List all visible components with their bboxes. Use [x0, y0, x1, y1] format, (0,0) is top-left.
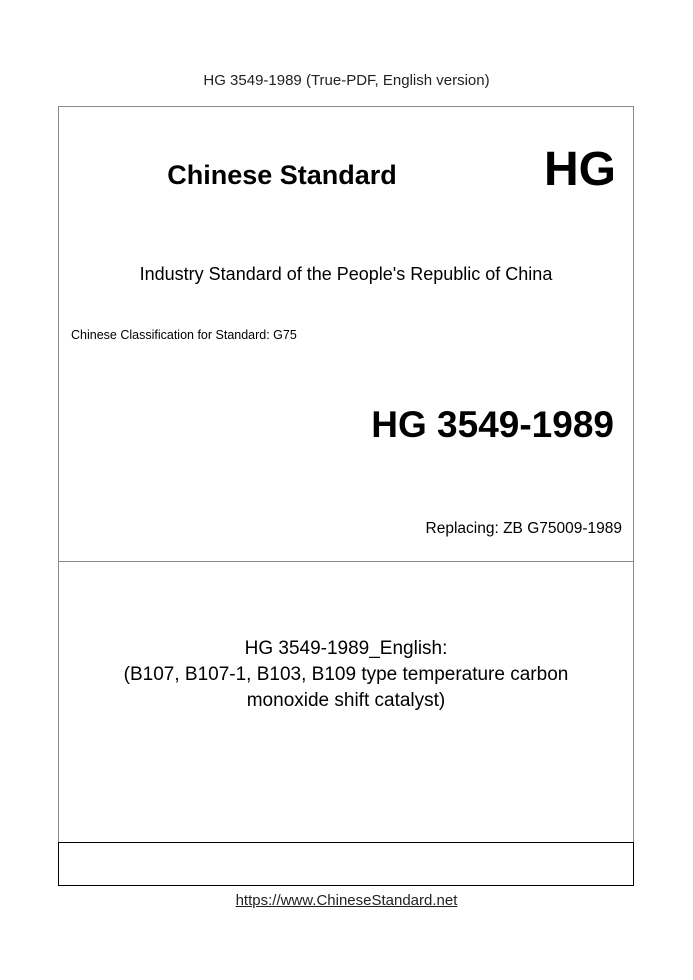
classification-line: Chinese Classification for Standard: G75: [71, 328, 297, 342]
description-line: (B107, B107-1, B103, B109 type temperature carbon: [123, 664, 569, 685]
footer-box: [58, 842, 634, 886]
description-line: HG 3549-1989_English:: [244, 638, 448, 659]
standard-type-title: Chinese Standard: [167, 160, 397, 190]
industry-standard-line: Industry Standard of the People's Republic of China: [139, 264, 553, 284]
replacing-line: Replacing: ZB G75009-1989: [425, 520, 622, 537]
standard-description: [58, 636, 634, 714]
cover-frame: [58, 106, 634, 886]
website-link-container: [0, 892, 693, 909]
standard-number: HG 3549-1989: [371, 404, 614, 445]
website-link[interactable]: https://www.ChineseStandard.net: [235, 892, 458, 909]
standard-mark: HG: [544, 143, 616, 196]
section-divider: [59, 561, 633, 562]
description-line: monoxide shift catalyst): [246, 690, 446, 711]
document-header-title: HG 3549-1989 (True-PDF, English version): [203, 72, 490, 89]
